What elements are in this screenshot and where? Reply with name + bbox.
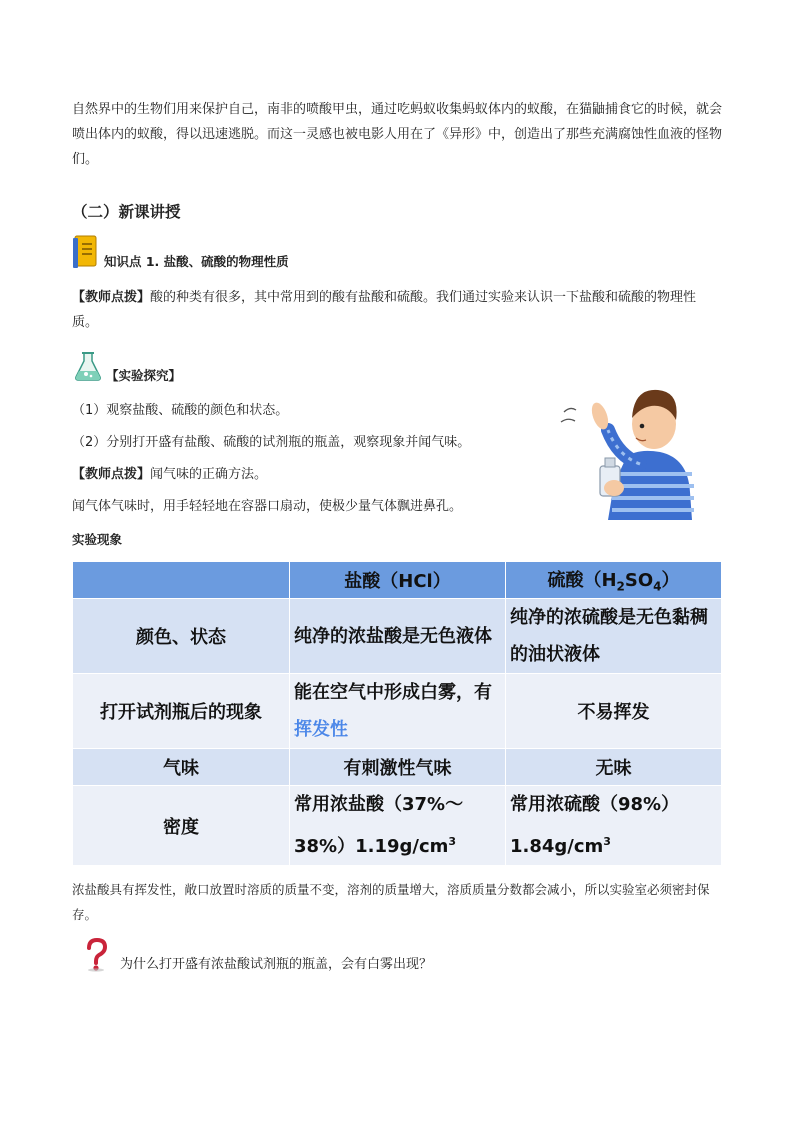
boy-wafting-bottle-illustration bbox=[556, 378, 702, 520]
experiment-label: 【实验探究】 bbox=[106, 368, 182, 383]
teacher-tip-text: 闻气味的正确方法。 bbox=[150, 467, 268, 482]
intro-paragraph: 自然界中的生物们用来保护自己，南非的喷酸甲虫，通过吃蚂蚁收集蚂蚁体内的蚁酸，在猫鼬捕食它的时候，就会喷出体内的蚁酸，得以迅速逃脱。而这一灵感也被电影人用在了《异形》中，创造出了那些充满腐蚀性血液的怪物们。 bbox=[72, 102, 723, 167]
table-header-cell-empty bbox=[73, 562, 290, 599]
row-label: 颜色、状态 bbox=[73, 599, 290, 674]
question bbox=[84, 938, 432, 976]
teacher-tip-text: 酸的种类有很多，其中常用到的酸有盐酸和硫酸。我们通过实验来认识一下盐酸和硫酸的物理性质。 bbox=[72, 290, 697, 330]
teacher-tip-1 bbox=[72, 285, 722, 335]
table-header-h2so4: 硫酸$(H_2SO_4)$ bbox=[506, 562, 722, 599]
teacher-tip-label: 【教师点拨】 bbox=[72, 467, 151, 482]
smell-method-text: 闻气体气味时，用手轻轻地在容器口扇动，使极少量气体飘进鼻孔。 bbox=[72, 499, 463, 514]
flask-icon bbox=[72, 350, 104, 386]
conclusion-paragraph: 浓盐酸具有挥发性，敞口放置时溶质的质量不变，溶剂的质量增大，溶质质量分数都会减小，所以实验室必须密封保存。 bbox=[72, 882, 710, 922]
h2so4-cell: 纯净的浓硫酸是无色黏稠的油状液体 bbox=[506, 599, 722, 674]
experiment-header bbox=[72, 350, 181, 386]
h2so4-cell: 常用浓硫酸$(98\%)1.84g/cm^3$ bbox=[506, 786, 722, 866]
volatility-highlight: 挥发性 bbox=[294, 719, 348, 740]
experiment-step-2: （2）分别打开盛有盐酸、硫酸的试剂瓶的瓶盖，观察现象并闻气味。 bbox=[72, 435, 471, 450]
table-row bbox=[73, 786, 722, 866]
phenomena-heading: 实验现象 bbox=[72, 532, 123, 547]
table-row bbox=[73, 674, 722, 749]
table-header-hcl: 盐酸（HCl） bbox=[290, 562, 506, 599]
knowledge-point-title: 知识点 1. 盐酸、硫酸的物理性质 bbox=[104, 254, 289, 269]
hcl-cell: 纯净的浓盐酸是无色液体 bbox=[290, 599, 506, 674]
h2so4-cell: 不易挥发 bbox=[506, 674, 722, 749]
properties-table bbox=[72, 561, 722, 866]
question-mark-icon bbox=[84, 938, 108, 976]
table-header-row bbox=[73, 562, 722, 599]
h2so4-cell: 无味 bbox=[506, 749, 722, 786]
teacher-tip-label: 【教师点拨】 bbox=[72, 290, 151, 305]
row-label: 打开试剂瓶后的现象 bbox=[73, 674, 290, 749]
teacher-tip-2 bbox=[72, 462, 552, 487]
section-heading: （二）新课讲授 bbox=[72, 203, 181, 221]
row-label: 气味 bbox=[73, 749, 290, 786]
table-row bbox=[73, 749, 722, 786]
experiment-step-1: （1）观察盐酸、硫酸的颜色和状态。 bbox=[72, 403, 289, 418]
knowledge-point bbox=[72, 234, 289, 274]
table-row bbox=[73, 599, 722, 674]
question-text: 为什么打开盛有浓盐酸试剂瓶的瓶盖，会有白雾出现？ bbox=[120, 956, 433, 972]
book-icon bbox=[72, 234, 100, 274]
hcl-cell: 常用浓盐酸$(37\%\sim 38\%)1.19g/cm^3$ bbox=[290, 786, 506, 866]
hcl-cell: 有刺激性气味 bbox=[290, 749, 506, 786]
hcl-cell: 能在空气中形成白雾，有挥发性 bbox=[290, 674, 506, 749]
row-label: 密度 bbox=[73, 786, 290, 866]
